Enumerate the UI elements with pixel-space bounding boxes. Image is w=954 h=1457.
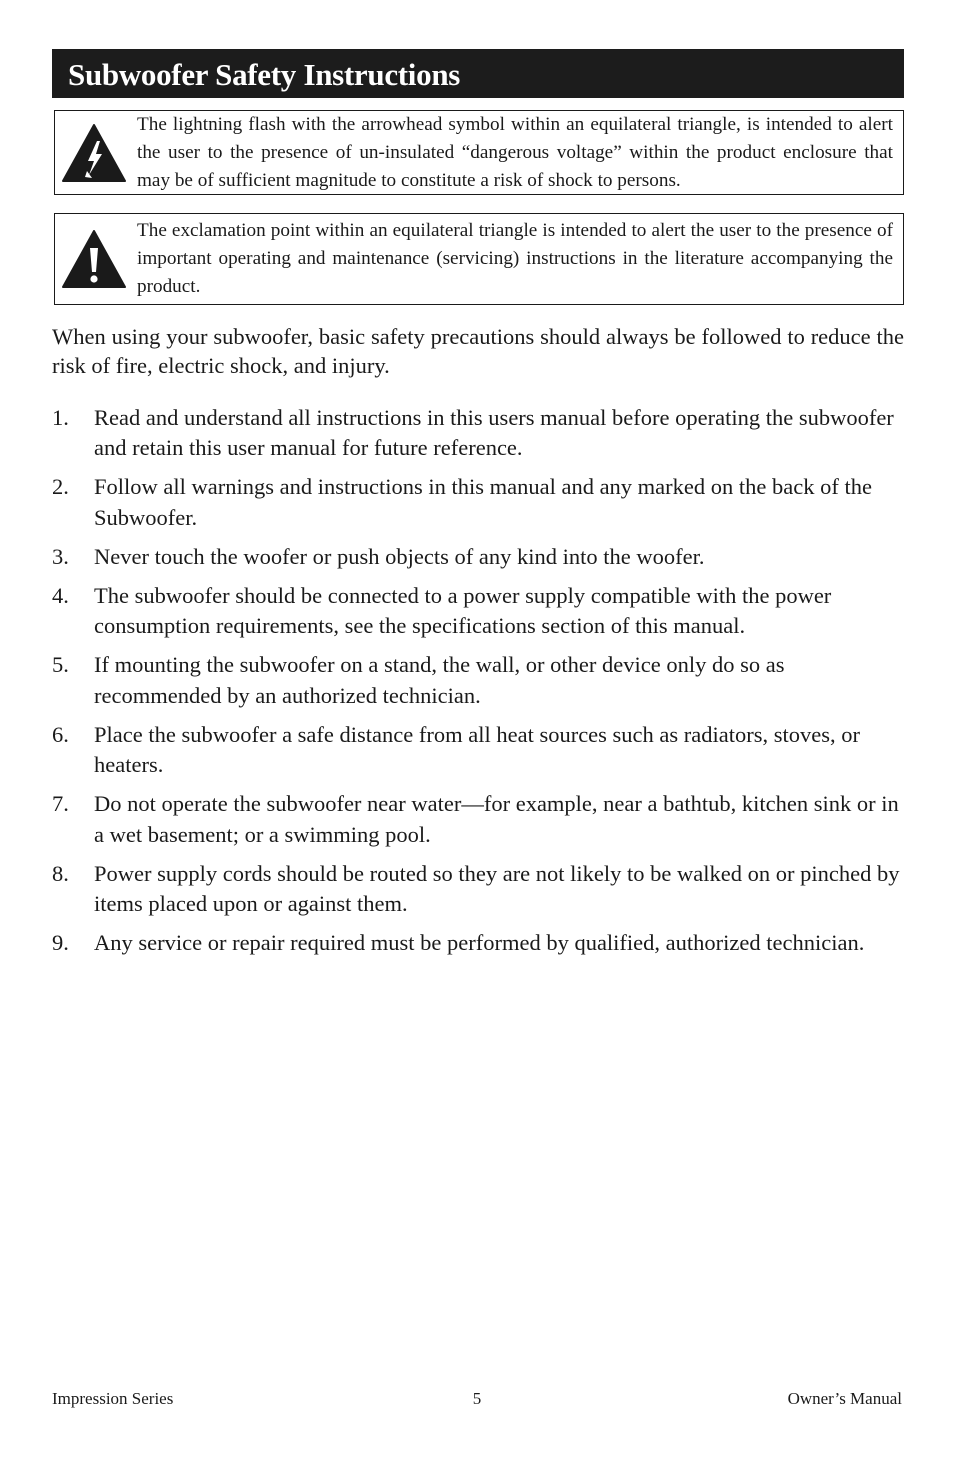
list-item bbox=[52, 859, 904, 920]
list-item-number: 3. bbox=[52, 543, 69, 569]
list-item bbox=[52, 403, 904, 464]
list-item bbox=[52, 650, 904, 711]
page-title: Subwoofer Safety Instructions bbox=[52, 49, 904, 98]
list-item bbox=[52, 720, 904, 781]
list-item-text: Never touch the woofer or push objects of any kind into the woofer. bbox=[94, 543, 705, 569]
list-item-number: 4. bbox=[52, 582, 69, 608]
list-item-number: 1. bbox=[52, 404, 69, 430]
page-footer bbox=[52, 1389, 902, 1413]
lightning-warning-icon bbox=[61, 123, 127, 183]
exclamation-warning-box bbox=[54, 213, 904, 305]
list-item-text: The subwoofer should be connected to a power supply compatible with the power consumption requirements, see the specifications section of this manual. bbox=[94, 582, 832, 638]
list-item bbox=[52, 789, 904, 850]
exclamation-warning-icon bbox=[61, 229, 127, 289]
list-item-text: Follow all warnings and instructions in this manual and any marked on the back of the Subwoofer. bbox=[94, 474, 872, 530]
list-item-number: 7. bbox=[52, 791, 69, 816]
footer-page-number: 5 bbox=[472, 1389, 482, 1408]
list-item bbox=[52, 928, 904, 959]
list-item-text: Any service or repair required must be performed by qualified, authorized technician. bbox=[94, 930, 865, 955]
list-item bbox=[52, 472, 904, 533]
footer-series-name: Impression Series bbox=[52, 1389, 174, 1408]
list-item-number: 5. bbox=[52, 652, 69, 677]
lightning-warning-box bbox=[54, 110, 904, 195]
list-item-text: Read and understand all instructions in this users manual before operating the subwoofer and retain this user manual for future reference. bbox=[94, 404, 894, 460]
manual-page bbox=[52, 49, 904, 967]
lightning-warning-text: The lightning flash with the arrowhead symbol within an equilateral triangle, is intended to alert the user to the presence of un-insulated “dangerous voltage” within the product enclosure that may be of sufficient magnitude to constitute a risk of shock to persons. bbox=[137, 113, 893, 191]
list-item-text: If mounting the subwoofer on a stand, the wall, or other device only do so as recommended by an authorized technician. bbox=[94, 652, 785, 708]
list-item-number: 2. bbox=[52, 474, 69, 499]
list-item-text: Power supply cords should be routed so they are not likely to be walked on or pinched by items placed upon or against them. bbox=[94, 860, 900, 916]
list-item-text: Do not operate the subwoofer near water—for example, near a bathtub, kitchen sink or in a wet basement; or a swimming pool. bbox=[94, 791, 899, 847]
footer-manual-name: Owner’s Manual bbox=[787, 1389, 902, 1408]
list-item-number: 6. bbox=[52, 721, 69, 747]
safety-rules-list bbox=[52, 403, 904, 959]
exclamation-warning-text: The exclamation point within an equilateral triangle is intended to alert the user to the presence of important operating and maintenance (servicing) instructions in the literature accompanying the product. bbox=[137, 220, 893, 297]
list-item bbox=[52, 542, 904, 573]
list-item-number: 9. bbox=[52, 930, 69, 955]
intro-paragraph: When using your subwoofer, basic safety precautions should always be followed to reduce the risk of fire, electric shock, and injury. bbox=[52, 324, 904, 378]
list-item bbox=[52, 581, 904, 642]
list-item-number: 8. bbox=[52, 860, 69, 886]
list-item-text: Place the subwoofer a safe distance from all heat sources such as radiators, stoves, or heaters. bbox=[94, 721, 860, 777]
